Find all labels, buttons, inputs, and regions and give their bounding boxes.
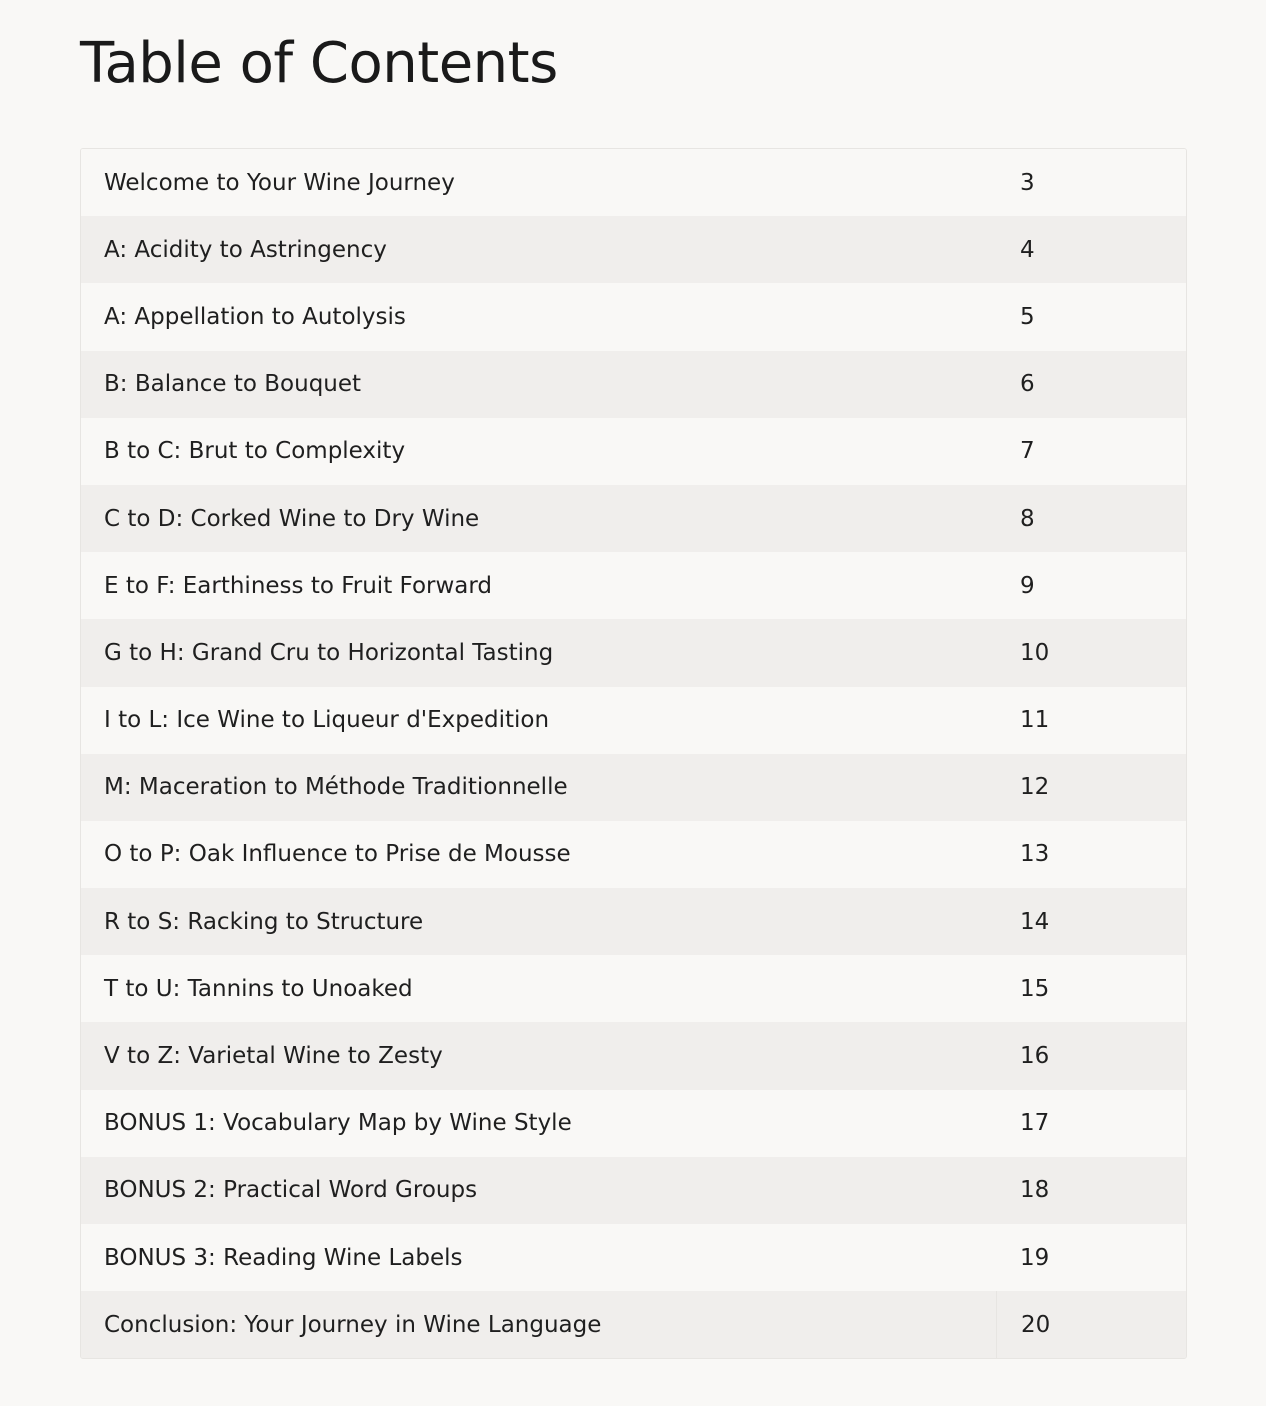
toc-row[interactable] xyxy=(81,821,1186,888)
toc-entry-title[interactable]: V to Z: Varietal Wine to Zesty xyxy=(104,1043,443,1070)
toc-entry-title[interactable]: M: Maceration to Méthode Traditionnelle xyxy=(104,774,568,801)
toc-entry-title[interactable]: A: Acidity to Astringency xyxy=(104,236,387,263)
toc-row[interactable] xyxy=(81,1090,1186,1157)
toc-row[interactable] xyxy=(81,888,1186,955)
toc-entry-page: 14 xyxy=(1020,908,1050,935)
toc-entry-title[interactable]: Welcome to Your Wine Journey xyxy=(104,169,455,196)
toc-row[interactable] xyxy=(81,687,1186,754)
toc-row[interactable] xyxy=(81,149,1186,216)
toc-row[interactable] xyxy=(81,1291,1186,1358)
toc-entry-page: 5 xyxy=(1020,303,1035,330)
toc-row[interactable] xyxy=(81,351,1186,418)
toc-entry-title[interactable]: A: Appellation to Autolysis xyxy=(104,303,406,330)
toc-entry-title[interactable]: R to S: Racking to Structure xyxy=(104,908,424,935)
toc-row[interactable] xyxy=(81,955,1186,1022)
toc-entry-title[interactable]: BONUS 2: Practical Word Groups xyxy=(104,1177,478,1204)
toc-entry-page: 8 xyxy=(1020,505,1035,532)
toc-row[interactable] xyxy=(81,552,1186,619)
toc-entry-title[interactable]: E to F: Earthiness to Fruit Forward xyxy=(104,572,493,599)
toc-entry-page: 4 xyxy=(1020,236,1035,263)
toc-entry-title[interactable]: O to P: Oak Influence to Prise de Mousse xyxy=(104,841,571,868)
toc-entry-title[interactable]: Conclusion: Your Journey in Wine Language xyxy=(104,1311,602,1338)
page-title: Table of Contents xyxy=(80,31,558,96)
toc-row[interactable] xyxy=(81,1157,1186,1224)
toc-entry-page: 20 xyxy=(996,1291,1186,1358)
toc-entry-page: 6 xyxy=(1020,371,1035,398)
toc-row[interactable] xyxy=(81,754,1186,821)
toc-entry-title[interactable]: T to U: Tannins to Unoaked xyxy=(104,975,413,1002)
toc-entry-title[interactable]: I to L: Ice Wine to Liqueur d'Expedition xyxy=(104,707,550,734)
toc-entry-page: 17 xyxy=(1020,1110,1050,1137)
toc-row[interactable] xyxy=(81,1224,1186,1291)
toc-entry-title[interactable]: B: Balance to Bouquet xyxy=(104,371,362,398)
toc-entry-page: 3 xyxy=(1020,169,1035,196)
toc-entry-page: 9 xyxy=(1020,572,1035,599)
toc-entry-page: 13 xyxy=(1020,841,1050,868)
toc-entry-page: 19 xyxy=(1020,1244,1050,1271)
toc-entry-title[interactable]: B to C: Brut to Complexity xyxy=(104,438,406,465)
toc-row[interactable] xyxy=(81,216,1186,283)
toc-row[interactable] xyxy=(81,283,1186,350)
toc-entry-title[interactable]: G to H: Grand Cru to Horizontal Tasting xyxy=(104,639,554,666)
toc-entry-page: 12 xyxy=(1020,774,1050,801)
toc-row[interactable] xyxy=(81,485,1186,552)
toc-entry-page: 15 xyxy=(1020,975,1050,1002)
toc-row[interactable] xyxy=(81,619,1186,686)
toc-row[interactable] xyxy=(81,1022,1186,1089)
toc-entry-title[interactable]: BONUS 3: Reading Wine Labels xyxy=(104,1244,463,1271)
toc-entry-page: 7 xyxy=(1020,438,1035,465)
toc-entry-page: 16 xyxy=(1020,1043,1050,1070)
toc-table xyxy=(80,148,1187,1359)
toc-row[interactable] xyxy=(81,418,1186,485)
toc-entry-page: 10 xyxy=(1020,639,1050,666)
toc-entry-page: 11 xyxy=(1020,707,1050,734)
toc-entry-page: 18 xyxy=(1020,1177,1050,1204)
toc-entry-title[interactable]: BONUS 1: Vocabulary Map by Wine Style xyxy=(104,1110,572,1137)
toc-entry-title[interactable]: C to D: Corked Wine to Dry Wine xyxy=(104,505,480,532)
